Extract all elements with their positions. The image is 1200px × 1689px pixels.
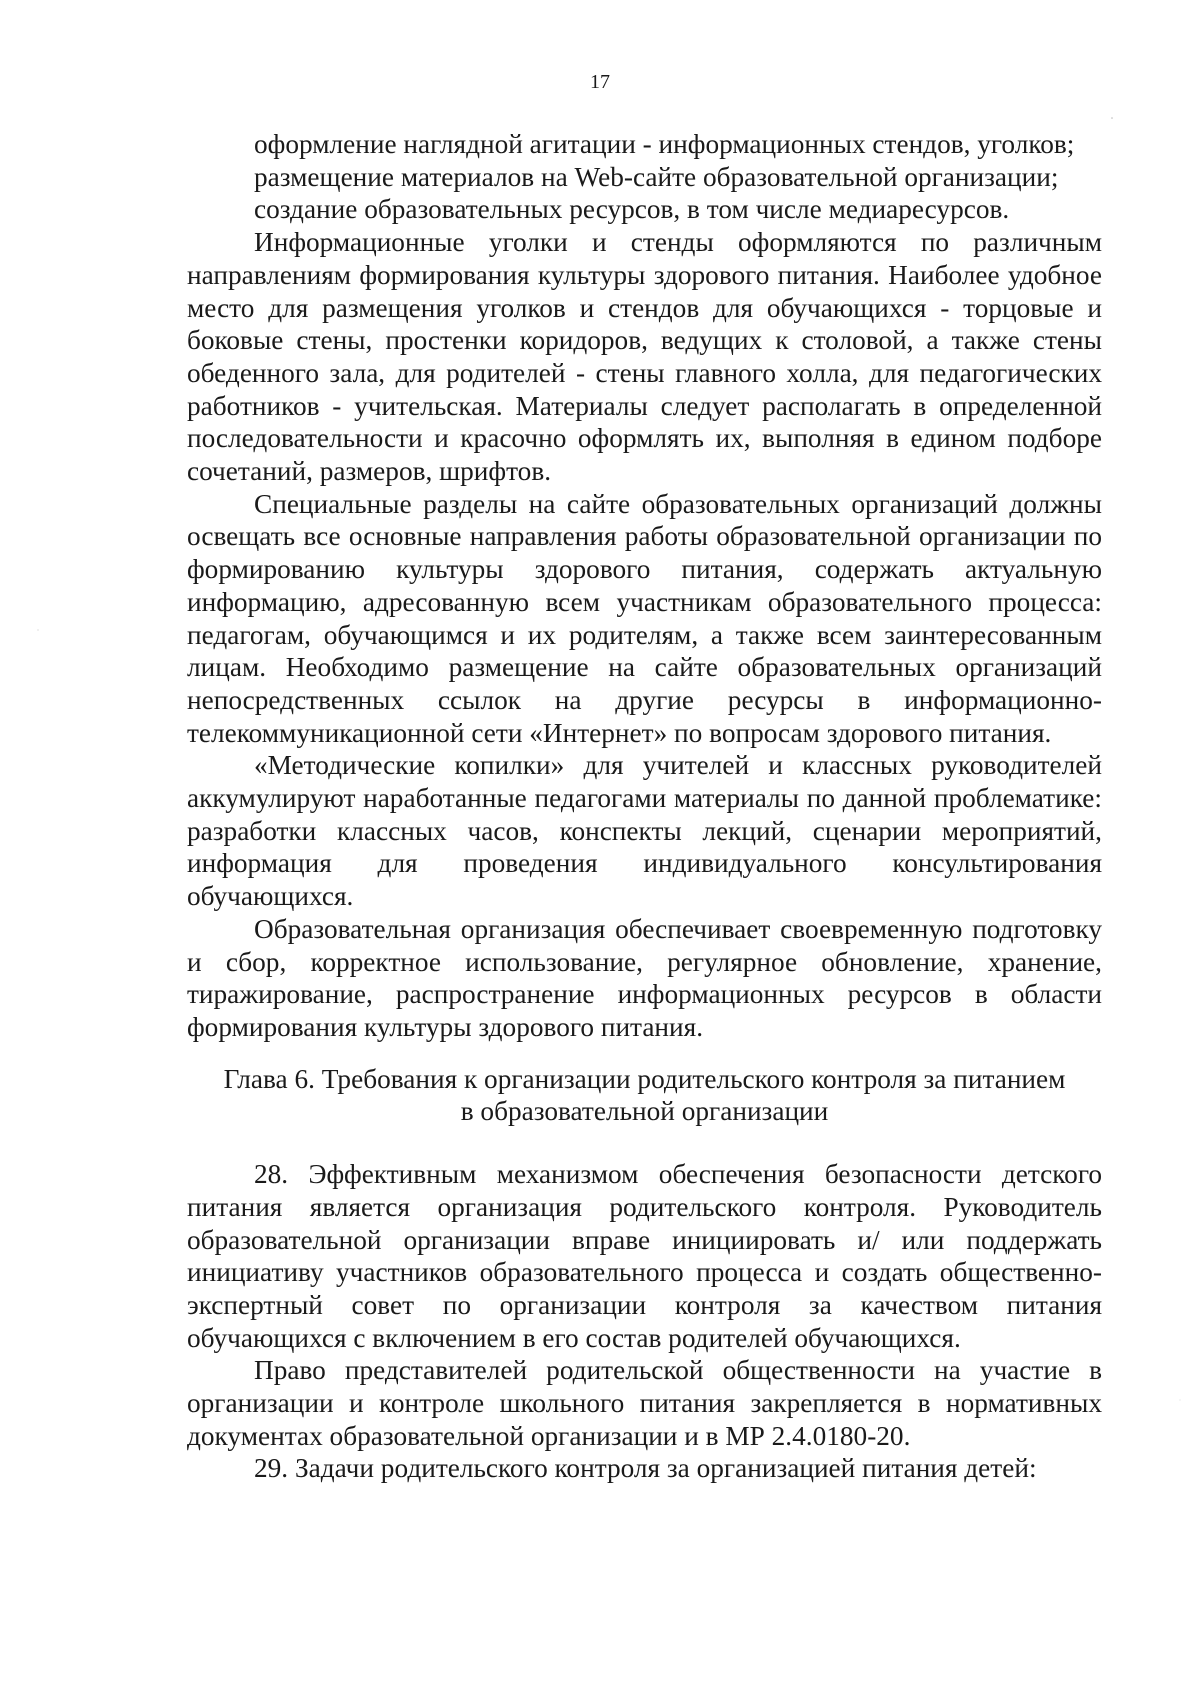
chapter-heading-line: Глава 6. Требования к организации родительского контроля за питанием	[223, 1063, 1066, 1094]
paragraph: Право представителей родительской общественности на участие в организации и контроле школьного питания закрепляется в нормативных документах образовательной организации и в МР 2.4.0180-20.	[187, 1355, 1102, 1451]
paragraph: Специальные разделы на сайте образовательных организаций должны освещать все основные направления работы образовательной организации по формированию культуры здорового питания, содержать актуальную информацию, адресованную всем участникам образовательного процесса: педагогам, обучающимся и их родителям, а также всем заинтересованным лицам. Необходимо размещение на сайте образовательных организаций непосредственных ссылок на другие ресурсы в информационно-телекоммуникационной сети «Интернет» по вопросам здорового питания.	[187, 488, 1102, 748]
paragraph: «Методические копилки» для учителей и классных руководителей аккумулируют наработанные педагогами материалы по данной проблематике: разработки классных часов, конспекты лекций, сценарии мероприятий, информация для проведения индивидуального консультирования обучающихся.	[187, 750, 1102, 912]
page-number: 17	[590, 71, 610, 93]
section-spacer	[187, 1128, 1102, 1158]
paragraph: размещение материалов на Web-сайте образовательной организации;	[254, 161, 1059, 192]
paragraph: 28. Эффективным механизмом обеспечения безопасности детского питания является организация родительского контроля. Руководитель образовательной организации вправе инициировать и/ или поддержать инициативу участников образовательного процесса и создать общественно-экспертный совет по организации контроля за качеством питания обучающихся с включением в его состав родителей обучающихся.	[187, 1159, 1102, 1353]
paragraph: 29. Задачи родительского контроля за организацией питания детей:	[254, 1453, 1037, 1484]
chapter-heading-line: в образовательной организации	[460, 1096, 829, 1127]
chapter-heading	[187, 1063, 1102, 1128]
paragraph: создание образовательных ресурсов, в том числе медиаресурсов.	[254, 194, 1010, 225]
page-body	[187, 128, 1102, 1485]
paragraph: Образовательная организация обеспечивает своевременную подготовку и сбор, корректное использование, регулярное обновление, хранение, тиражирование, распространение информационных ресурсов в области формирования культуры здорового питания.	[187, 913, 1102, 1042]
paragraph: Информационные уголки и стенды оформляются по различным направлениям формирования культуры здорового питания. Наиболее удобное место для размещения уголков и стендов для обучающихся - торцовые и боковые стены, простенки коридоров, ведущих к столовой, а также стены обеденного зала, для родителей - стены главного холла, для педагогических работников - учительская. Материалы следует располагать в определенной последовательности и красочно оформлять их, выполняя в едином подборе сочетаний, размеров, шрифтов.	[187, 227, 1102, 487]
paragraph: оформление наглядной агитации - информационных стендов, уголков;	[254, 129, 1075, 159]
